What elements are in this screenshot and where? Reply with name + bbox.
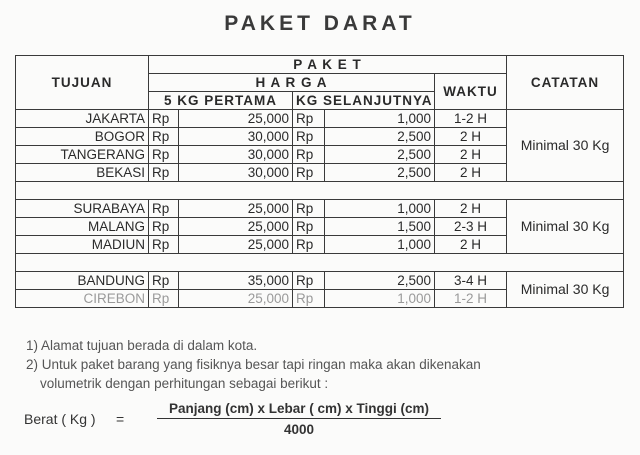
currency-cell: Rp — [293, 146, 325, 164]
currency-cell: Rp — [293, 236, 325, 254]
next-price-cell: 1,500 — [325, 218, 435, 236]
next-price-cell: 1,000 — [325, 200, 435, 218]
catatan-cell: Minimal 30 Kg — [507, 272, 624, 308]
formula-equals: = — [116, 411, 125, 427]
currency-cell: Rp — [149, 236, 179, 254]
table-row — [16, 110, 624, 128]
header-next-kg: KG SELANJUTNYA — [293, 92, 435, 110]
next-price-cell: 1,000 — [325, 110, 435, 128]
formula-denominator: 4000 — [283, 422, 315, 437]
city-cell: MADIUN — [16, 236, 149, 254]
group-separator-row — [16, 254, 624, 272]
waktu-cell: 2 H — [435, 128, 507, 146]
currency-cell: Rp — [293, 128, 325, 146]
footnote-2-continued: volumetrik dengan perhitungan sebagai berikut : — [40, 376, 329, 391]
currency-cell: Rp — [149, 110, 179, 128]
currency-cell: Rp — [149, 218, 179, 236]
first-price-cell: 25,000 — [179, 290, 293, 308]
footnotes — [26, 336, 481, 393]
currency-cell: Rp — [293, 110, 325, 128]
waktu-cell: 2-3 H — [435, 218, 507, 236]
city-cell: BANDUNG — [16, 272, 149, 290]
first-price-cell: 35,000 — [179, 272, 293, 290]
first-price-cell: 25,000 — [179, 200, 293, 218]
waktu-cell: 1-2 H — [435, 290, 507, 308]
currency-cell: Rp — [149, 200, 179, 218]
next-price-cell: 1,000 — [325, 290, 435, 308]
catatan-cell: Minimal 30 Kg — [507, 200, 624, 254]
next-price-cell: 2,500 — [325, 164, 435, 182]
header-harga: H A R G A — [149, 74, 435, 92]
waktu-cell: 2 H — [435, 236, 507, 254]
first-price-cell: 25,000 — [179, 110, 293, 128]
city-cell: BEKASI — [16, 164, 149, 182]
city-cell: TANGERANG — [16, 146, 149, 164]
next-price-cell: 2,500 — [325, 146, 435, 164]
header-paket: P A K E T — [149, 56, 507, 74]
formula-numerator: Panjang (cm) x Lebar ( cm) x Tinggi (cm) — [157, 401, 441, 419]
currency-cell: Rp — [293, 164, 325, 182]
currency-cell: Rp — [293, 200, 325, 218]
catatan-cell: Minimal 30 Kg — [507, 110, 624, 182]
rates-table — [15, 55, 624, 308]
currency-cell: Rp — [149, 272, 179, 290]
next-price-cell: 2,500 — [325, 272, 435, 290]
page-title: PAKET DARAT — [224, 12, 416, 35]
currency-cell: Rp — [293, 218, 325, 236]
city-cell: SURABAYA — [16, 200, 149, 218]
table-row — [16, 200, 624, 218]
table-row — [16, 272, 624, 290]
currency-cell: Rp — [149, 290, 179, 308]
empty-cell — [16, 254, 624, 272]
footnote-2: 2) Untuk paket barang yang fisiknya besar tapi ringan maka akan dikenakan — [26, 357, 481, 372]
city-cell: CIREBON — [16, 290, 149, 308]
header-tujuan: TUJUAN — [16, 56, 149, 110]
first-price-cell: 25,000 — [179, 236, 293, 254]
volumetric-formula — [24, 398, 464, 443]
empty-cell — [16, 182, 624, 200]
first-price-cell: 30,000 — [179, 128, 293, 146]
next-price-cell: 1,000 — [325, 236, 435, 254]
waktu-cell: 2 H — [435, 164, 507, 182]
first-price-cell: 30,000 — [179, 164, 293, 182]
first-price-cell: 30,000 — [179, 146, 293, 164]
header-waktu: WAKTU — [435, 74, 507, 110]
waktu-cell: 2 H — [435, 146, 507, 164]
currency-cell: Rp — [293, 272, 325, 290]
currency-cell: Rp — [293, 290, 325, 308]
waktu-cell: 2 H — [435, 200, 507, 218]
header-first-5kg: 5 KG PERTAMA — [149, 92, 293, 110]
currency-cell: Rp — [149, 146, 179, 164]
city-cell: BOGOR — [16, 128, 149, 146]
group-separator-row — [16, 182, 624, 200]
header-catatan: CATATAN — [507, 56, 624, 110]
footnote-1: 1) Alamat tujuan berada di dalam kota. — [26, 338, 258, 353]
currency-cell: Rp — [149, 128, 179, 146]
waktu-cell: 3-4 H — [435, 272, 507, 290]
city-cell: MALANG — [16, 218, 149, 236]
currency-cell: Rp — [149, 164, 179, 182]
formula-lhs: Berat ( Kg ) — [24, 411, 96, 427]
next-price-cell: 2,500 — [325, 128, 435, 146]
waktu-cell: 1-2 H — [435, 110, 507, 128]
city-cell: JAKARTA — [16, 110, 149, 128]
first-price-cell: 25,000 — [179, 218, 293, 236]
